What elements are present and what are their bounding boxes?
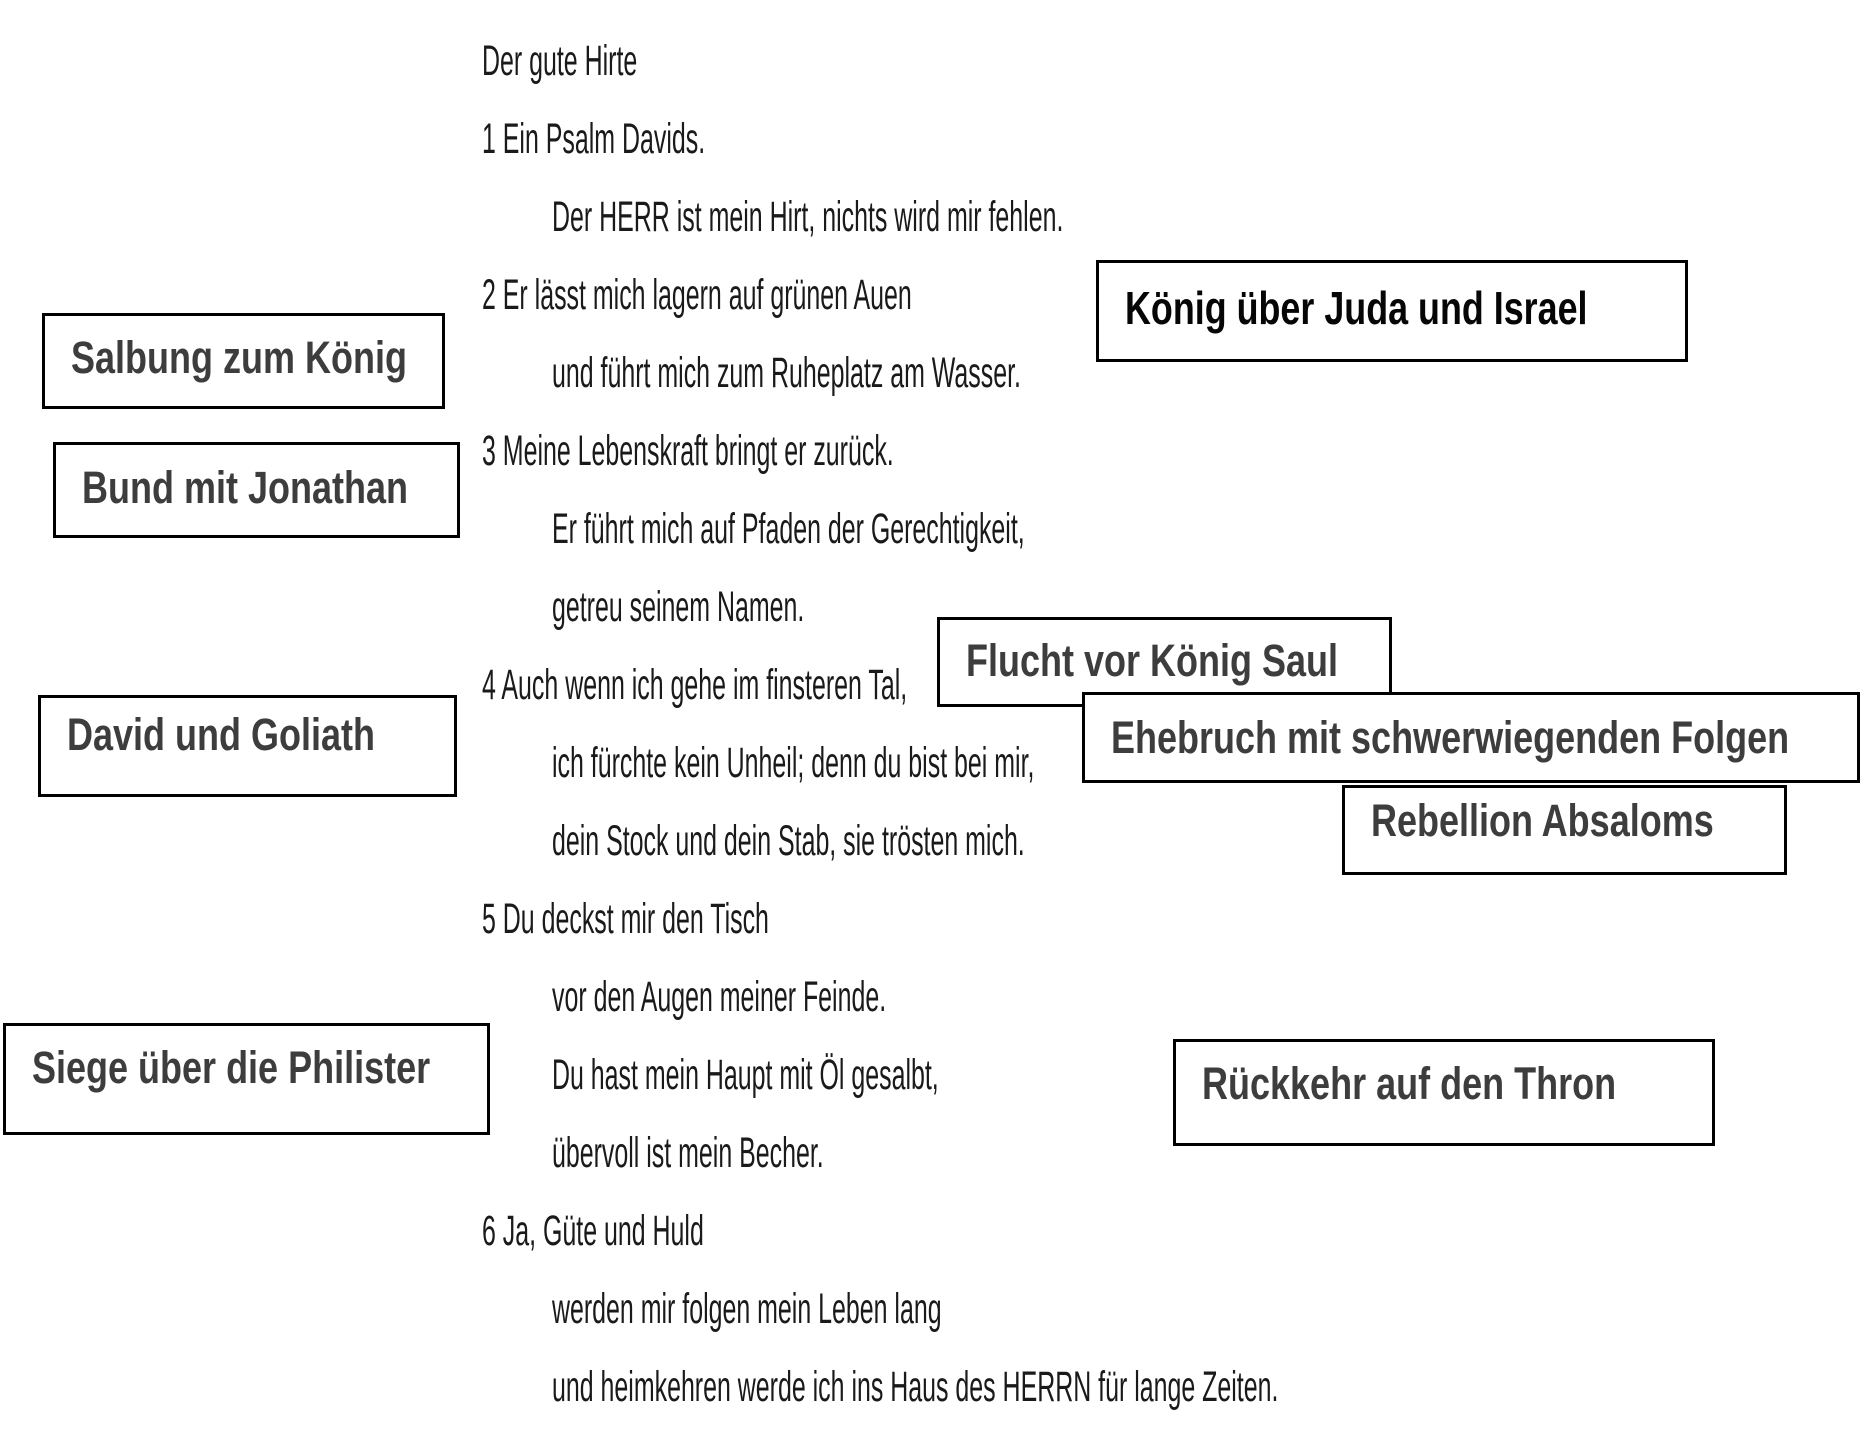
- psalm-line: dein Stock und dein Stab, sie trösten mich.: [552, 817, 1025, 865]
- psalm-line: ich fürchte kein Unheil; denn du bist bei mir,: [552, 739, 1035, 787]
- label-text: David und Goliath: [67, 709, 376, 760]
- label-text: Rückkehr auf den Thron: [1202, 1058, 1617, 1109]
- psalm-line: werden mir folgen mein Leben lang: [552, 1285, 942, 1333]
- psalm-line: 3 Meine Lebenskraft bringt er zurück.: [482, 427, 894, 475]
- label-text: Ehebruch mit schwerwiegenden Folgen: [1111, 712, 1790, 763]
- psalm-line: übervoll ist mein Becher.: [552, 1129, 824, 1177]
- label-text: Flucht vor König Saul: [966, 635, 1339, 686]
- psalm-line: 1 Ein Psalm Davids.: [482, 115, 706, 163]
- label-text: Bund mit Jonathan: [82, 462, 408, 513]
- psalm-line: Der gute Hirte: [482, 37, 638, 85]
- psalm-line: 4 Auch wenn ich gehe im finsteren Tal,: [482, 661, 908, 709]
- psalm-line: vor den Augen meiner Feinde.: [552, 973, 887, 1021]
- psalm-line: Er führt mich auf Pfaden der Gerechtigkeit,: [552, 505, 1025, 553]
- label-box-salbung-zum-koenig[interactable]: [42, 313, 445, 409]
- label-box-siege-ueber-die-philister[interactable]: [3, 1023, 490, 1135]
- label-box-bund-mit-jonathan[interactable]: [53, 442, 460, 538]
- label-text: Salbung zum König: [71, 332, 407, 383]
- label-box-rueckkehr-auf-den-thron[interactable]: [1173, 1039, 1715, 1146]
- psalm-line: getreu seinem Namen.: [552, 583, 805, 631]
- label-box-david-und-goliath[interactable]: [38, 695, 457, 797]
- label-text: Rebellion Absaloms: [1371, 795, 1714, 846]
- psalm-line: 5 Du deckst mir den Tisch: [482, 895, 769, 943]
- psalm-line: Der HERR ist mein Hirt, nichts wird mir fehlen.: [552, 193, 1064, 241]
- label-text: Siege über die Philister: [32, 1042, 431, 1093]
- psalm-line: Du hast mein Haupt mit Öl gesalbt,: [552, 1051, 939, 1099]
- psalm-line: 2 Er lässt mich lagern auf grünen Auen: [482, 271, 912, 319]
- label-text: König über Juda und Israel: [1125, 282, 1588, 334]
- label-box-koenig-ueber-juda-und-israel[interactable]: [1096, 260, 1688, 362]
- psalm-line: und heimkehren werde ich ins Haus des HERRN für lange Zeiten.: [552, 1363, 1279, 1411]
- psalm-line: 6 Ja, Güte und Huld: [482, 1207, 704, 1255]
- psalm-line: und führt mich zum Ruheplatz am Wasser.: [552, 349, 1021, 397]
- label-box-ehebruch-mit-schwerwiegenden-folgen[interactable]: [1082, 692, 1860, 783]
- label-box-rebellion-absaloms[interactable]: [1342, 785, 1787, 875]
